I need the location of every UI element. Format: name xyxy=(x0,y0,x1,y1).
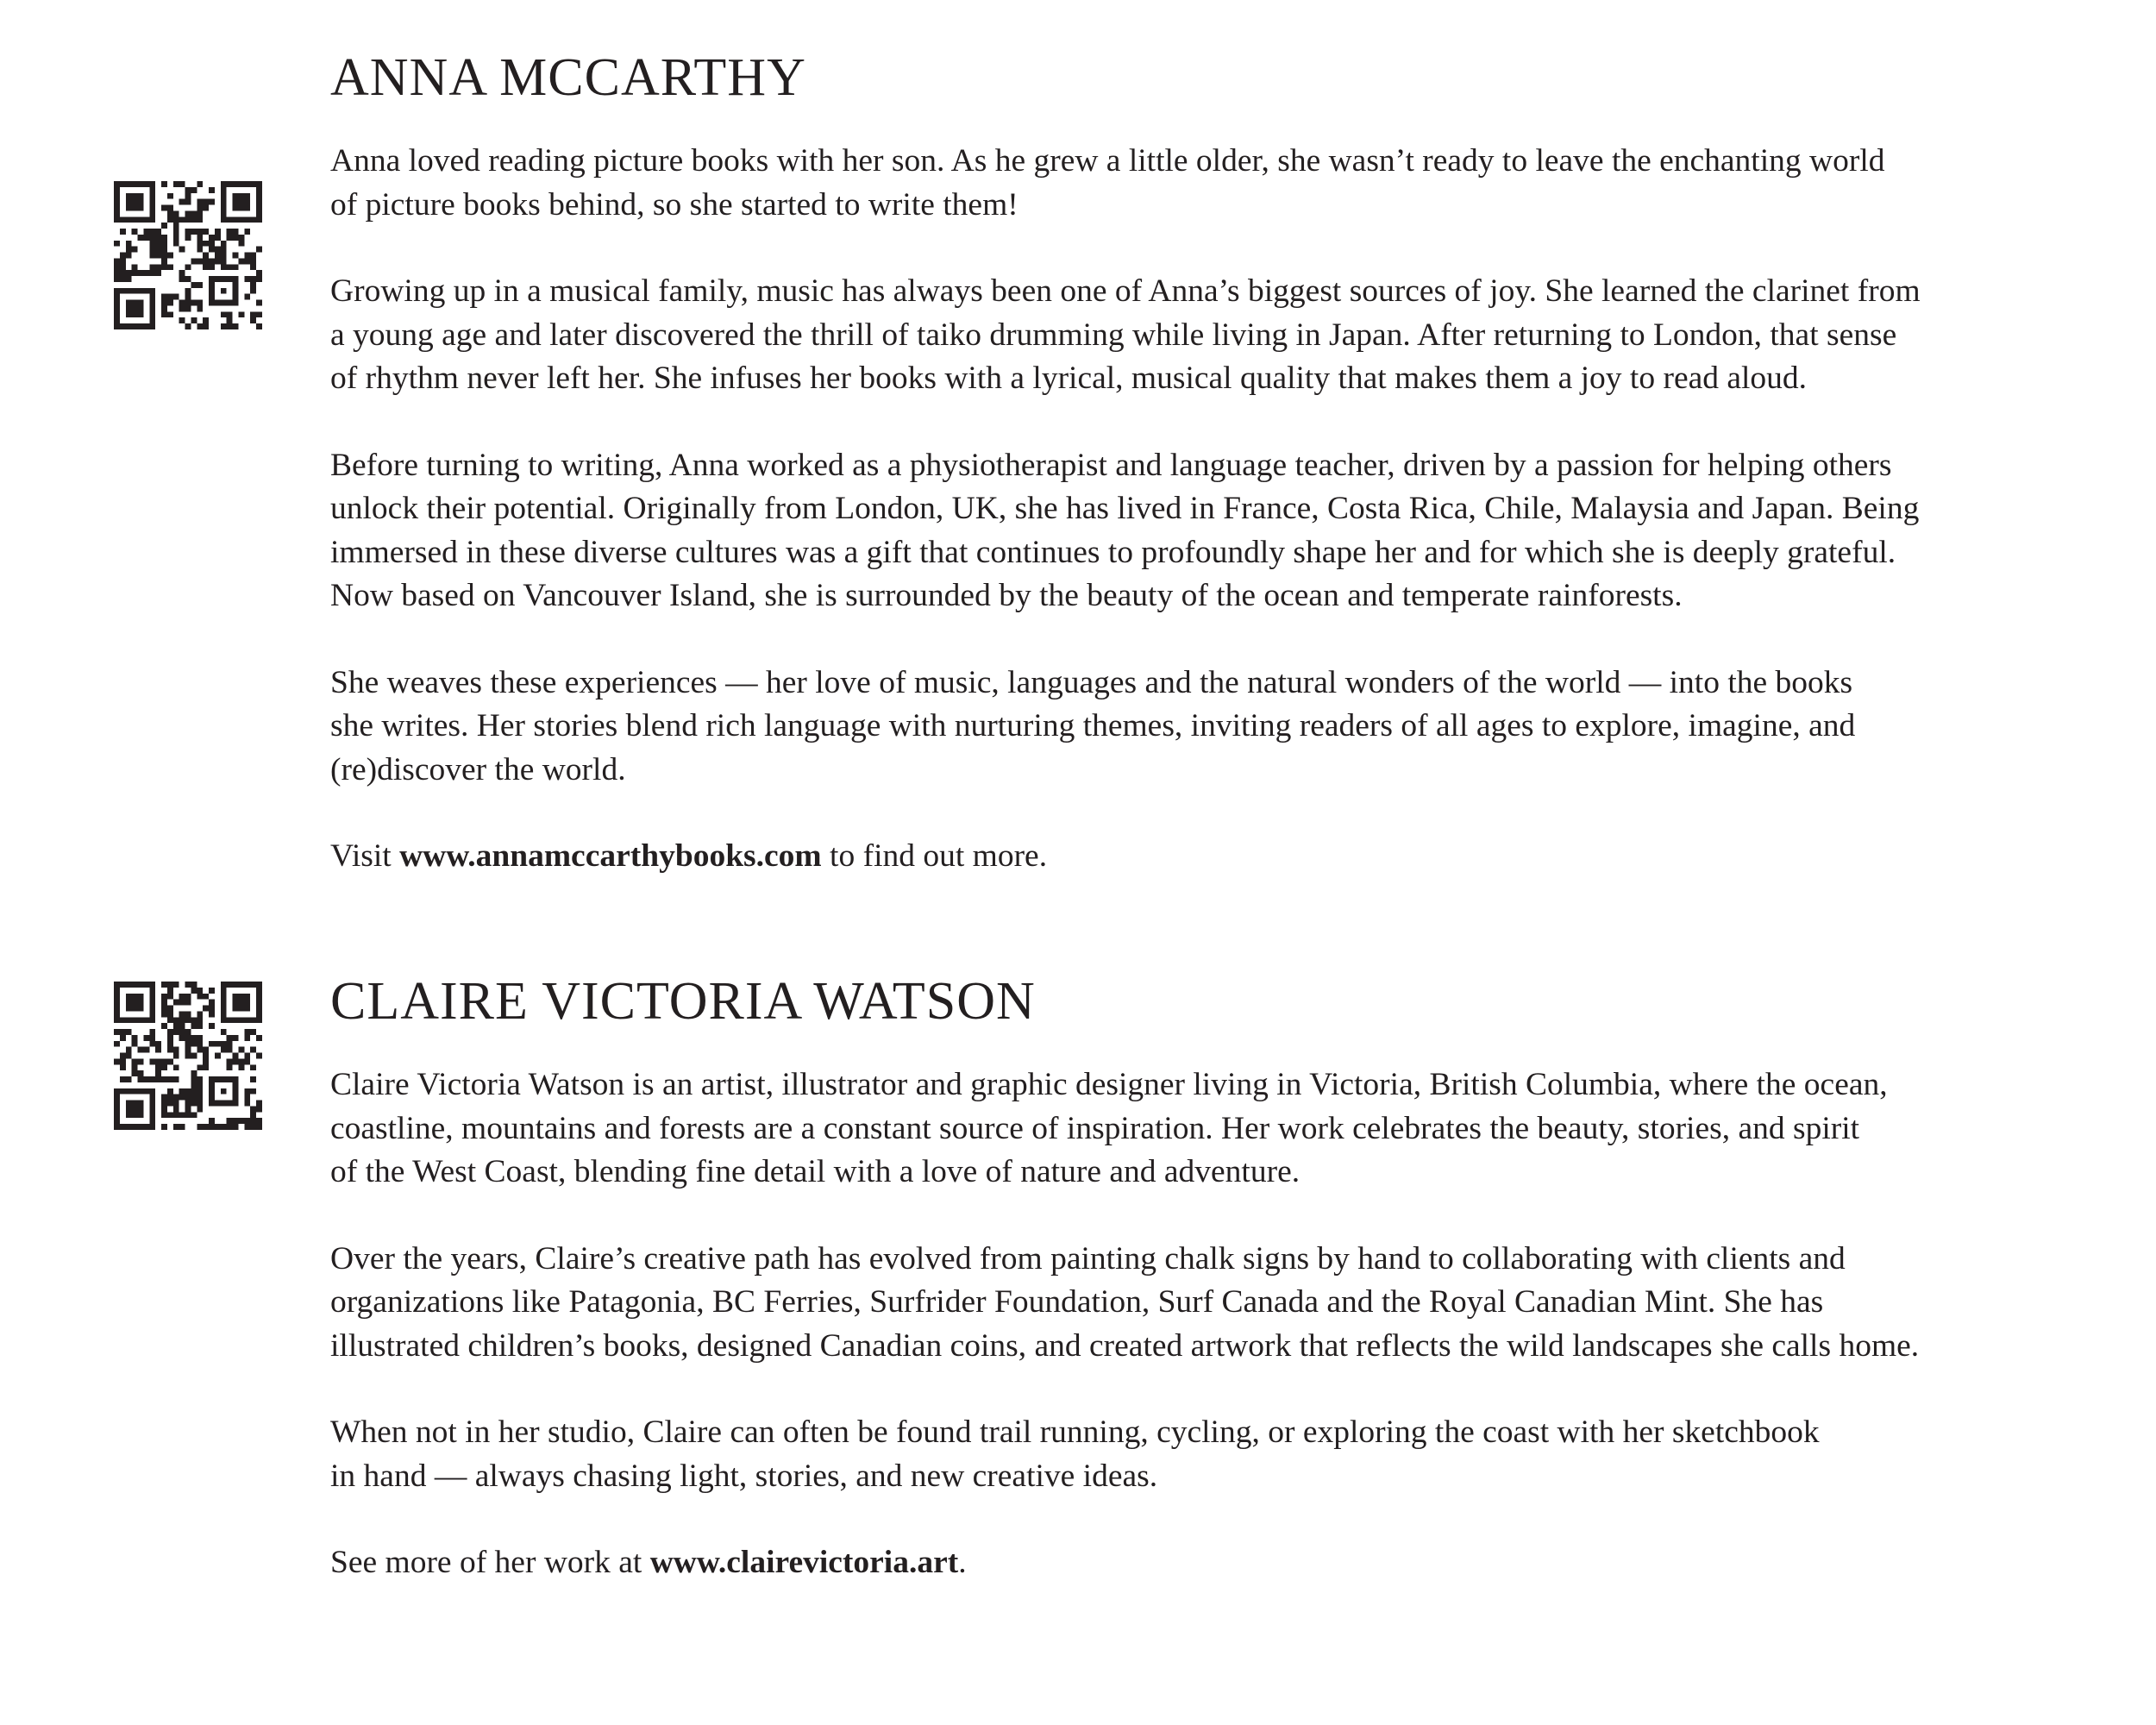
website-suffix: . xyxy=(958,1545,967,1580)
bio-paragraph: Over the years, Claire’s creative path has evolved from painting chalk signs by hand to collaborating with clients and organizations like Patagonia, BC Ferries, Surfrider Foundation, Surf Canada and the Royal Canadian Mint. She has illustrated children’s books, designed Canadian coins, and created artwork that reflects the wild landscapes she calls home. xyxy=(330,1240,1920,1364)
bio-paragraph: She weaves these experiences — her love of music, languages and the natural wonders of the world — into the books she writes. Her stories blend rich language with nurturing themes, inviting readers of all ages to explore, imagine, and (re)discover the world. xyxy=(330,664,1856,787)
website-prefix: See more of her work at xyxy=(330,1545,650,1580)
bio-paragraph: Claire Victoria Watson is an artist, illustrator and graphic designer living in Victoria, British Columbia, where the ocean, coastline, mountains and forests are a constant source of inspiration. Her work celebrates the beauty, stories, and spirit of the West Coast, blending fine detail with a love of nature and adventure. xyxy=(330,1067,1888,1189)
bio-paragraph: Anna loved reading picture books with her son. As he grew a little older, she wasn’t ready to leave the enchanting world of picture books behind, so she started to write them! xyxy=(330,143,1885,223)
qr-code-icon[interactable] xyxy=(114,181,262,329)
qr-code-icon[interactable] xyxy=(114,982,262,1130)
illustrator-name: CLAIRE VICTORIA WATSON xyxy=(330,972,1036,1031)
bio-paragraph: When not in her studio, Claire can often be found trail running, cycling, or exploring the coast with her sketchbook in hand — always chasing light, stories, and new creative ideas. xyxy=(330,1414,1820,1494)
website-link[interactable]: www.clairevictoria.art xyxy=(649,1545,959,1580)
bio-content xyxy=(330,45,2021,922)
bio-content xyxy=(330,969,2021,1628)
website-suffix: to find out more. xyxy=(821,838,1048,874)
website-line xyxy=(330,835,2021,879)
author-name: ANNA MCCARTHY xyxy=(330,48,806,107)
website-prefix: Visit xyxy=(330,838,400,874)
bio-paragraph: Before turning to writing, Anna worked as a physiotherapist and language teacher, driven by a passion for helping others unlock their potential. Originally from London, UK, she has lived in France, Costa Rica, Chile, Malaysia and Japan. Being immersed in these diverse cultures was a gift that continues to profoundly shape her and for which she is deeply grateful. Now based on Vancouver Island, she is surrounded by the beauty of the ocean and temperate rainforests. xyxy=(330,447,1920,613)
website-link[interactable]: www.annamccarthybooks.com xyxy=(399,838,822,874)
bio-paragraph: Growing up in a musical family, music has always been one of Anna’s biggest sources of joy. She learned the clarinet from a young age and later discovered the thrill of taiko drumming while living in Japan. After returning to London, that sense of rhythm never left her. She infuses her books with a lyrical, musical quality that makes them a joy to read aloud. xyxy=(330,273,1921,396)
website-line xyxy=(330,1541,2021,1585)
